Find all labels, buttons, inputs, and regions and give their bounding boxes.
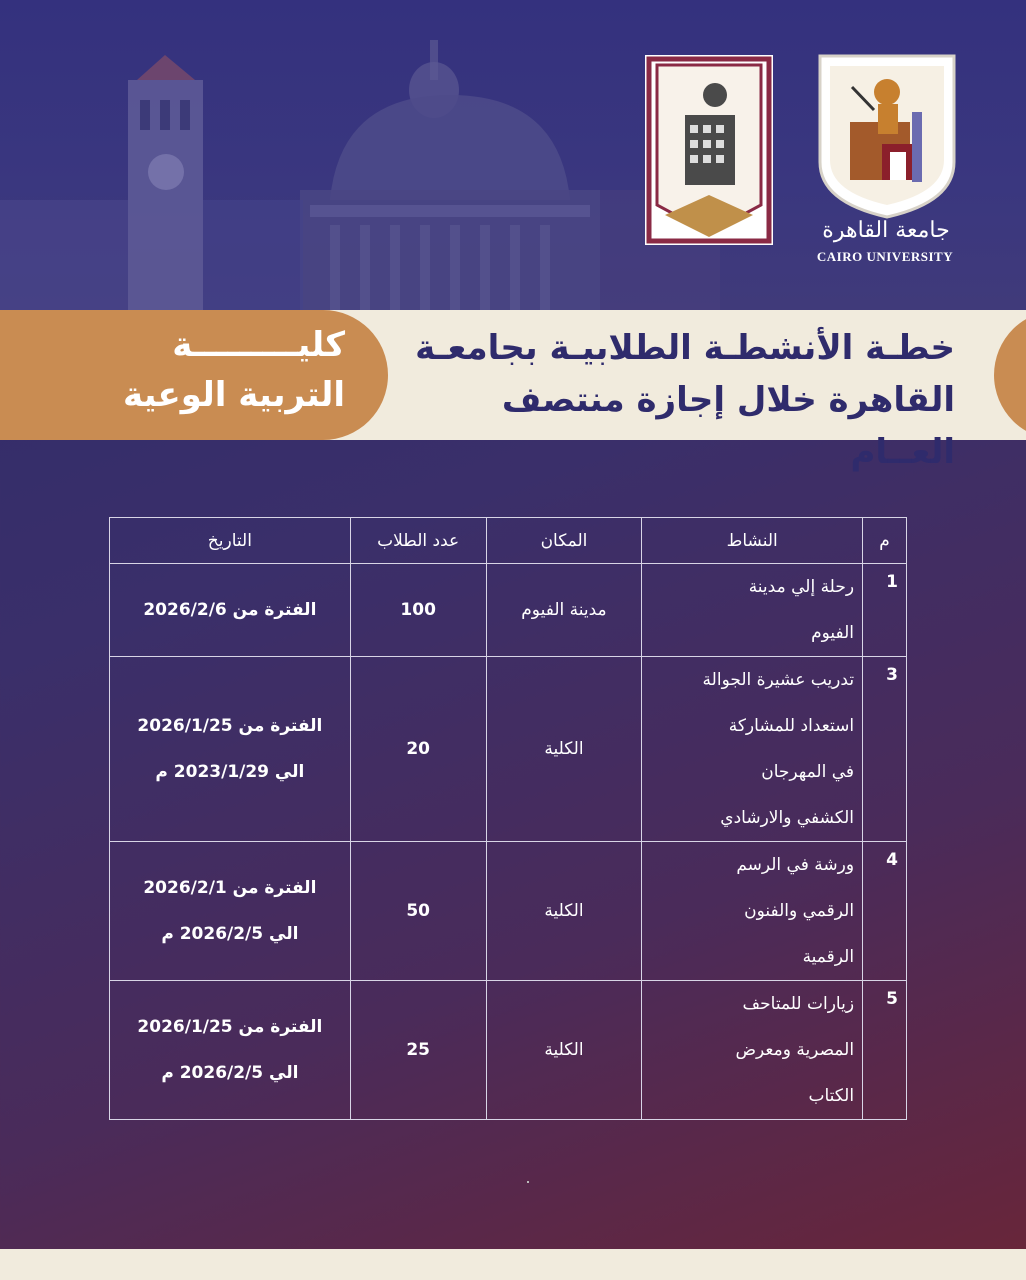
page-title-line1: خطـة الأنشطـة الطلابيـة بجامعـة	[415, 328, 955, 368]
activities-table	[109, 517, 907, 1120]
faculty-name	[95, 320, 345, 420]
activity-line: المصرية ومعرض	[735, 1040, 855, 1060]
row-student-count: 100	[350, 564, 486, 657]
row-student-count: 20	[350, 657, 486, 842]
column-header-number: م	[863, 518, 907, 564]
activity-line: ورشة في الرسم	[736, 855, 855, 875]
faculty-name-line1: كليـــــــــة	[172, 325, 345, 365]
university-name-english: CAIRO UNIVERSITY	[816, 249, 954, 264]
column-header-place: المكان	[486, 518, 642, 564]
page-title	[395, 322, 955, 478]
row-date	[110, 981, 351, 1120]
date-line: الي 2023/1/29 م	[155, 762, 305, 782]
date-line: الي 2026/2/5 م	[161, 1063, 299, 1083]
university-name-arabic: جامعة القاهرة	[822, 218, 950, 243]
table-row	[110, 981, 907, 1120]
row-activity	[642, 842, 863, 981]
column-header-activity: النشاط	[642, 518, 863, 564]
row-activity	[642, 981, 863, 1120]
row-activity	[642, 564, 863, 657]
table-row	[110, 842, 907, 981]
date-line: الفترة من 2026/1/25	[137, 716, 323, 736]
date-line: الفترة من 2026/2/6	[143, 600, 317, 620]
row-date	[110, 842, 351, 981]
decorative-dot	[527, 1181, 529, 1183]
table-header-row	[110, 518, 907, 564]
activity-line: الكتاب	[808, 1086, 855, 1106]
row-place: مدينة الفيوم	[486, 564, 642, 657]
row-student-count: 25	[350, 981, 486, 1120]
footer-strip	[0, 1249, 1026, 1280]
activity-line: الرقمي والفنون	[744, 901, 855, 921]
row-number: 5	[863, 981, 907, 1120]
row-number: 3	[863, 657, 907, 842]
row-activity	[642, 657, 863, 842]
faculty-name-line2: التربية الوعية	[122, 375, 345, 415]
activity-line: الفيوم	[811, 623, 855, 643]
row-number: 1	[863, 564, 907, 657]
row-student-count: 50	[350, 842, 486, 981]
row-place: الكلية	[486, 657, 642, 842]
page-title-line2: القاهرة خلال إجازة منتصف العــام	[501, 380, 955, 472]
activity-line: زيارات للمتاحف	[742, 994, 855, 1014]
date-line: الفترة من 2026/2/1	[143, 878, 317, 898]
column-header-students: عدد الطلاب	[350, 518, 486, 564]
activity-line: الرقمية	[802, 947, 855, 967]
column-header-date: التاريخ	[110, 518, 351, 564]
row-number: 4	[863, 842, 907, 981]
date-line: الفترة من 2026/1/25	[137, 1017, 323, 1037]
activity-line: تدريب عشيرة الجوالة	[702, 670, 855, 690]
activity-line: في المهرجان	[761, 762, 855, 782]
faculty-logo-icon	[645, 55, 773, 245]
table-row	[110, 564, 907, 657]
activity-line: استعداد للمشاركة	[728, 716, 855, 736]
activity-line: رحلة إلي مدينة	[748, 577, 855, 597]
date-line: الي 2026/2/5 م	[161, 924, 299, 944]
activity-line: الكشفي والارشادي	[720, 808, 855, 828]
row-date	[110, 564, 351, 657]
row-place: الكلية	[486, 981, 642, 1120]
table-row	[110, 657, 907, 842]
row-date	[110, 657, 351, 842]
row-place: الكلية	[486, 842, 642, 981]
